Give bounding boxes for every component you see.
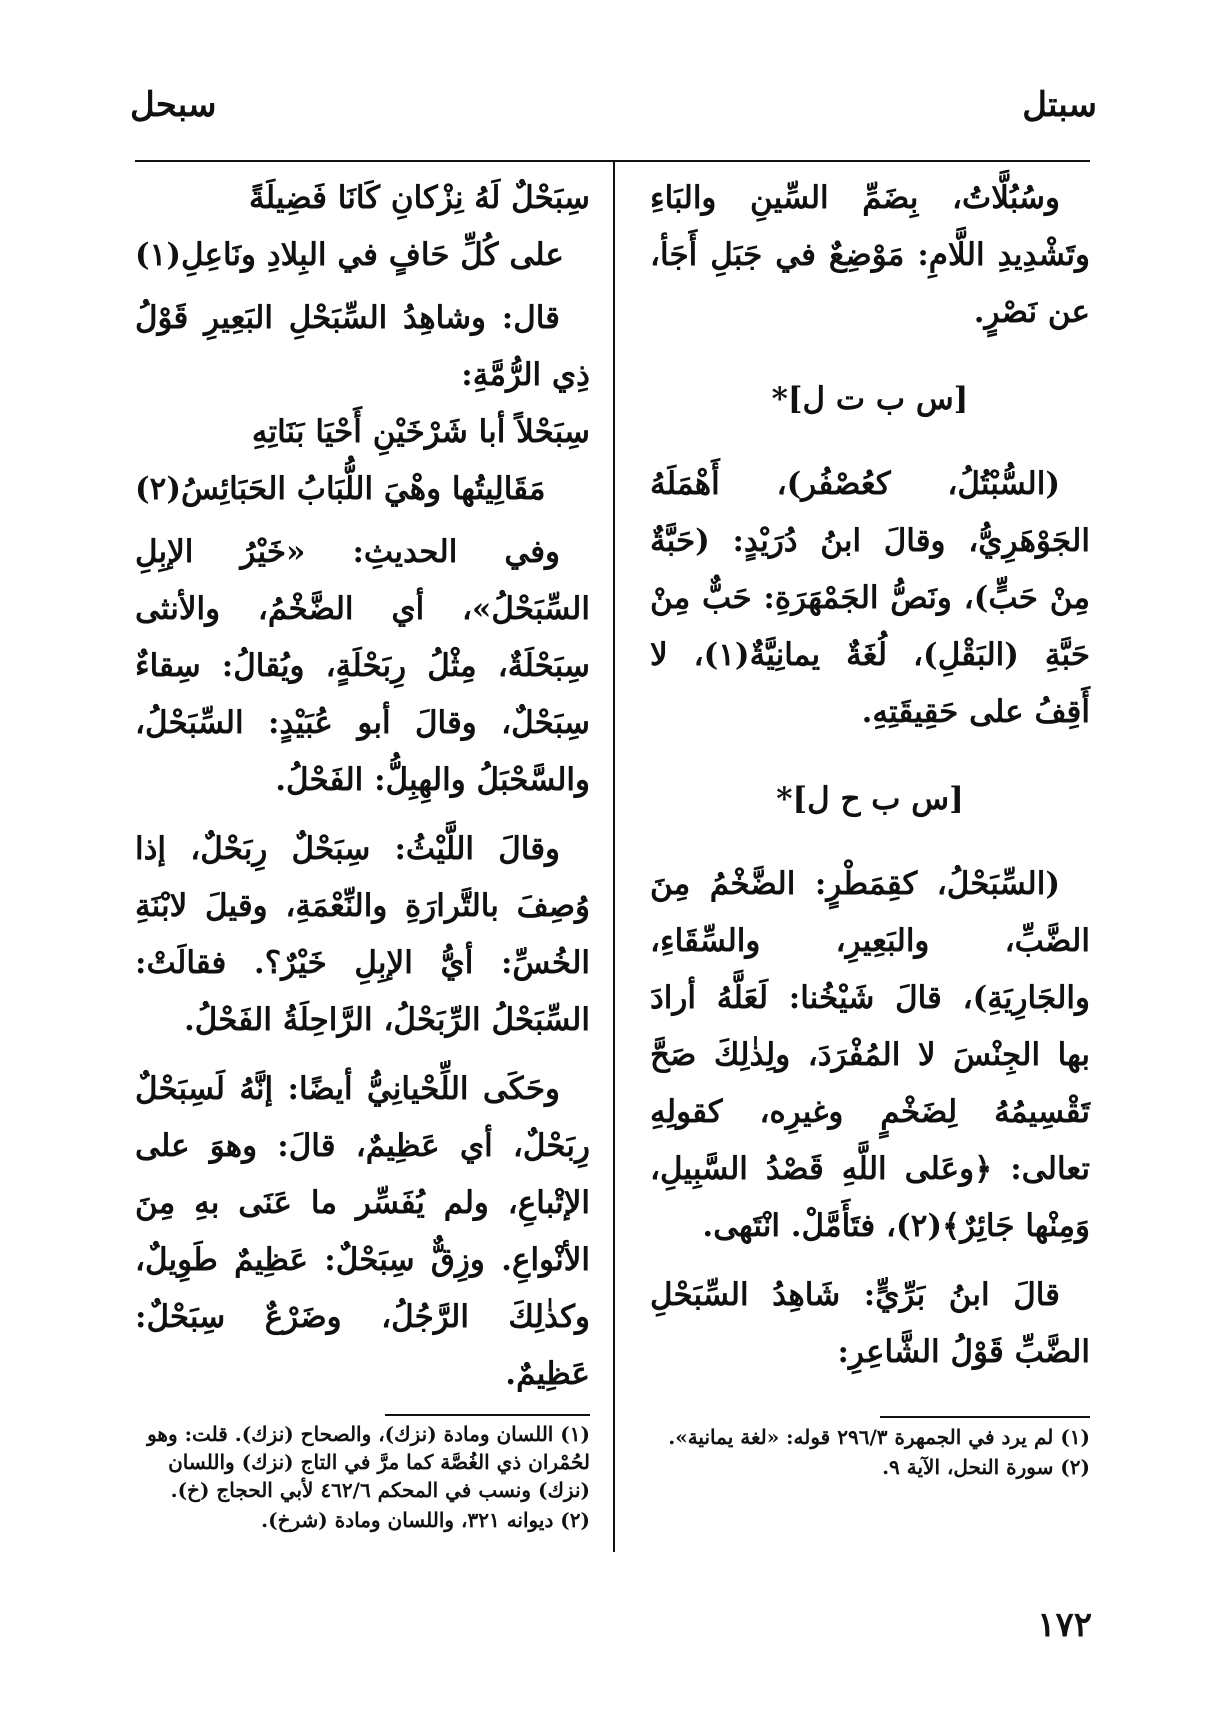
entry-heading: [س ب ح ل]* bbox=[776, 781, 964, 817]
running-header-right: سبتل bbox=[1022, 85, 1097, 125]
page-number: ١٧٢ bbox=[1037, 1605, 1092, 1645]
entry-text: قال: وشاهِدُ السِّبَحْلِ البَعِيرِ قَوْلُ ذِي الرُّمَّةِ: bbox=[135, 300, 590, 393]
verse-line: سِبَحْلاً أبا شَرْخَيْنِ أَحْيَا بَنَاتِهِ bbox=[251, 414, 590, 450]
entry-text: وقالَ اللَّيْثُ: سِبَحْلٌ رِبَحْلٌ، إذا وُصِفَ بالتَّرارَةِ والنِّعْمَةِ، وقيلَ لابْنَةِ الخُسِّ: أيُّ الإبِلِ خَيْرٌ؟. فقالَتْ: السِّبَحْلُ الرِّبَحْلُ، الرَّاحِلَةُ الفَحْلُ. bbox=[135, 831, 590, 1038]
footnote: (١) اللسان ومادة (نزك)، والصحاح (نزك). قلت: وهو لحُمْران ذي الغُصَّة كما مرَّ في التاج (نزك) واللسان (نزك) ونسب في المحكم ٤٦٢/٦ لأبي الحجاج (خ). bbox=[147, 1422, 590, 1502]
footnote-rule bbox=[385, 1414, 590, 1416]
running-header-left: سبحل bbox=[130, 85, 217, 125]
entry-text: وحَكَى اللِّحْيانِيُّ أيضًا: إنَّهُ لَسِبَحْلٌ رِبَحْلٌ، أي عَظِيمٌ، قالَ: وهوَ على الإتْباعِ، ولم يُفَسِّر ما عَنَى بهِ مِنَ الأنْواعِ. وزِقٌّ سِبَحْلٌ: عَظِيمٌ طَوِيلٌ، وكذٰلِكَ الرَّجُلُ، وضَرْعٌ سِبَحْلٌ: عَظِيمٌ. bbox=[135, 1071, 590, 1392]
verse-line: سِبَحْلٌ لَهُ نِزْكانِ كَانَا فَضِيلَةً bbox=[249, 180, 590, 216]
footnote: (٢) سورة النحل، الآية ٩. bbox=[882, 1455, 1090, 1479]
footnote: (١) لم يرد في الجمهرة ٢٩٦/٣ قوله: «لغة يمانية». bbox=[668, 1425, 1090, 1449]
entry-text: (السُّبْتُلُ، كعُصْفُر)، أَهْمَلَهُ الجَوْهَرِيُّ، وقالَ ابنُ دُرَيْدٍ: (حَبَّةٌ مِنْ حَبٍّ)، ونَصُّ الجَمْهَرَةِ: حَبٌّ مِنْ حَبَّةِ (البَقْلِ)، لُغَةٌ يمانِيَّةٌ(١)، لا أَقِفُ على حَقِيقَتِهِ. bbox=[650, 466, 1090, 730]
entry-text: وفي الحديثِ: «خَيْرُ الإبِلِ السِّبَحْلُ»، أي الضَّخْمُ، والأنثى سِبَحْلَةٌ، مِثْلُ رِبَحْلَةٍ، ويُقالُ: سِقاءٌ سِبَحْلٌ، وقالَ أبو عُبَيْدٍ: السِّبَحْلُ، والسَّحْبَلُ والهِبِلُّ: الفَحْلُ. bbox=[135, 534, 590, 798]
footnote: (٢) ديوانه ٣٢١، واللسان ومادة (شرخ). bbox=[261, 1508, 590, 1532]
left-column bbox=[135, 170, 590, 1415]
verse-line: على كُلِّ حَافٍ في البِلادِ ونَاعِلِ(١) bbox=[135, 237, 564, 273]
entry-text: قالَ ابنُ بَرِّيٍّ: شَاهِدُ السِّبَحْلِ الضَّبِّ قَوْلُ الشَّاعِرِ: bbox=[650, 1277, 1090, 1370]
verse-line: مَقَالِيتُها وهْيَ اللُّبَابُ الحَبَائِسُ(٢) bbox=[135, 471, 546, 507]
footnotes-left bbox=[135, 1420, 590, 1536]
entry-text: (السِّبَحْلُ، كقِمَطْرٍ: الضَّخْمُ مِنَ الضَّبِّ، والبَعِيرِ، والسِّقَاءِ، والجَارِيَةِ)، قالَ شَيْخُنا: لَعَلَّهُ أرادَ بها الجِنْسَ لا المُفْرَدَ، ولِذٰلِكَ صَحَّ تَقْسِيمُهُ لِضَخْمٍ وغيرِه، كقولِهِ تعالى: ﴿وعَلى اللَّهِ قَصْدُ السَّبِيلِ، وَمِنْها جَائِرٌ﴾(٢)، فتَأَمَّلْ. انْتَهى. bbox=[650, 866, 1090, 1244]
right-column bbox=[650, 170, 1090, 1393]
column-divider bbox=[613, 162, 615, 1552]
footnote-rule bbox=[880, 1416, 1090, 1418]
entry-heading: [س ب ت ل]* bbox=[771, 381, 969, 417]
footnotes-right bbox=[650, 1423, 1090, 1483]
entry-text: وسُبُلَّاتُ، بِضَمِّ السِّينِ والبَاءِ وتَشْدِيدِ اللَّامِ: مَوْضِعٌ في جَبَلِ أَجَأ، عن نَصْرٍ. bbox=[650, 180, 1090, 330]
